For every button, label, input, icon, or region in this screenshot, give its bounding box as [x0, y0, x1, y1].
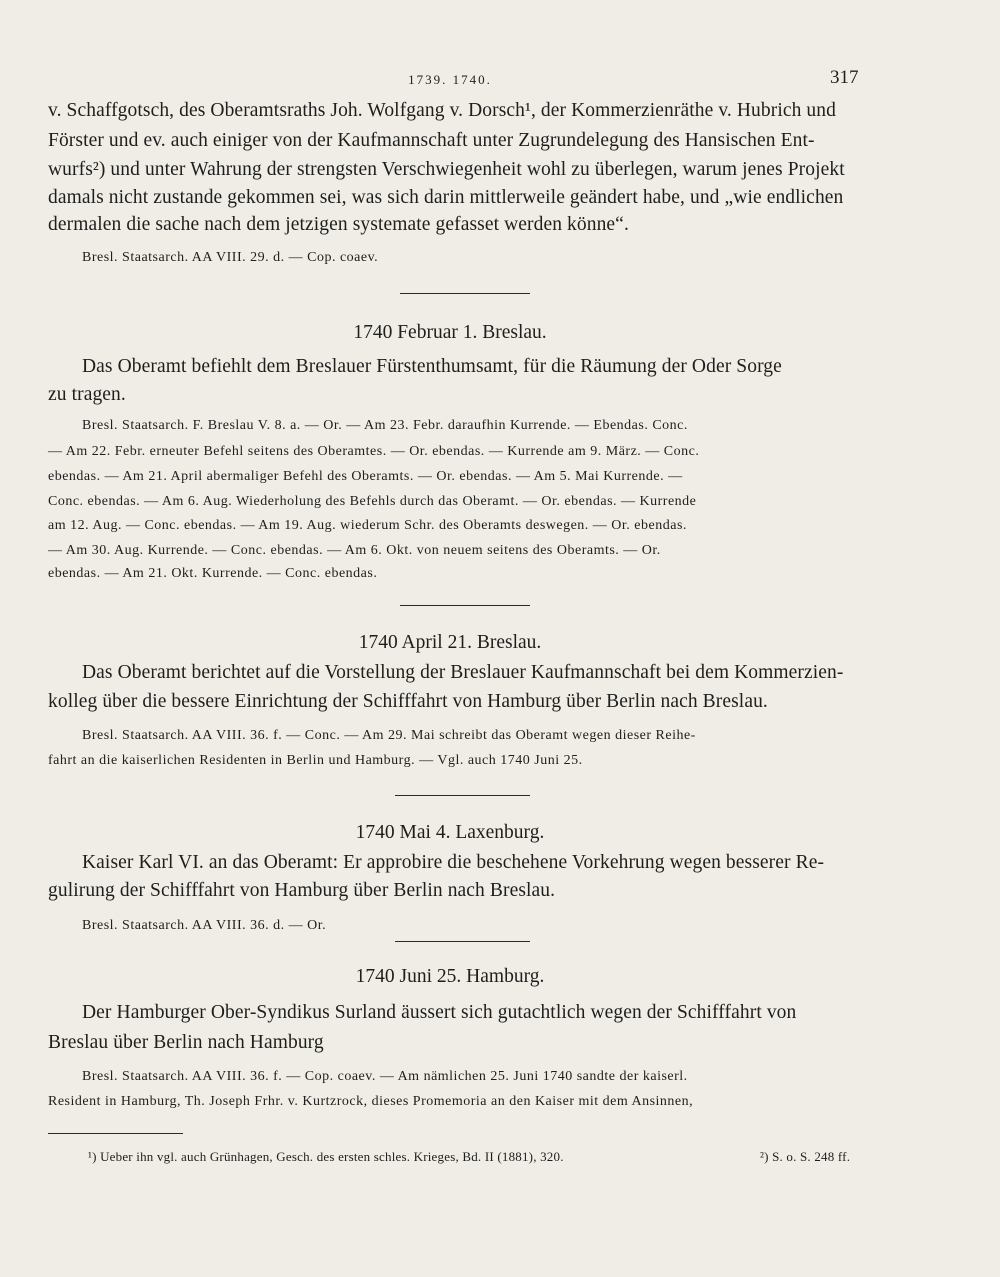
entry-source-line: Conc. ebendas. — Am 6. Aug. Wiederholung des Befehls durch das Oberamt. — Or. ebendas. — Kurrende [48, 494, 697, 509]
entry-source-line: ebendas. — Am 21. April abermaliger Befehl des Oberamts. — Or. ebendas. — Am 5. Mai Kurrende. — [48, 469, 683, 484]
entry-source-line: Bresl. Staatsarch. AA VIII. 36. f. — Cop. coaev. — Am nämlichen 25. Juni 1740 sandte der kaiserl. [82, 1069, 688, 1084]
entry-text-line: zu tragen. [48, 384, 126, 405]
entry-heading: 1740 April 21. Breslau. [358, 632, 542, 653]
entry-source-line: am 12. Aug. — Conc. ebendas. — Am 19. Aug. wiederum Schr. des Oberamts deswegen. — Or. ebendas. [48, 518, 687, 533]
running-title: 1739. 1740. [408, 72, 492, 87]
entry-heading: 1740 Mai 4. Laxenburg. [355, 822, 545, 843]
intro-line: dermalen die sache nach dem jetzigen systemate gefasset werden könne“. [48, 214, 629, 235]
entry-source-line: — Am 30. Aug. Kurrende. — Conc. ebendas. — Am 6. Okt. von neuem seitens des Oberamts. — Or. [48, 543, 661, 558]
entry-text-line: Breslau über Berlin nach Hamburg [48, 1032, 324, 1053]
intro-source: Bresl. Staatsarch. AA VIII. 29. d. — Cop. coaev. [82, 250, 379, 265]
section-divider [395, 941, 530, 942]
entry-source-line: Bresl. Staatsarch. F. Breslau V. 8. a. — Or. — Am 23. Febr. daraufhin Kurrende. — Ebendas. Conc. [82, 418, 688, 433]
footnote-1: ¹) Ueber ihn vgl. auch Grünhagen, Gesch. des ersten schles. Krieges, Bd. II (1881), 320. [88, 1149, 564, 1164]
intro-line: damals nicht zustande gekommen sei, was sich darin mittlerweile geändert habe, und „wie endlichen [48, 187, 844, 208]
entry-text-line: Der Hamburger Ober-Syndikus Surland äussert sich gutachtlich wegen der Schifffahrt von [82, 1002, 797, 1023]
section-divider [395, 795, 530, 796]
entry-heading: 1740 Februar 1. Breslau. [353, 322, 547, 343]
entry-heading: 1740 Juni 25. Hamburg. [355, 966, 545, 987]
section-divider [400, 293, 530, 294]
section-divider [400, 605, 530, 606]
footnote-2: ²) S. o. S. 248 ff. [760, 1149, 851, 1164]
entry-text-line: Das Oberamt berichtet auf die Vorstellung der Breslauer Kaufmannschaft bei dem Kommerzien- [82, 662, 844, 683]
page-number: 317 [830, 67, 859, 88]
entry-source-line: Bresl. Staatsarch. AA VIII. 36. d. — Or. [82, 918, 327, 933]
entry-source-line: — Am 22. Febr. erneuter Befehl seitens des Oberamtes. — Or. ebendas. — Kurrende am 9. März. — Conc. [48, 444, 700, 459]
entry-source-line: Resident in Hamburg, Th. Joseph Frhr. v. Kurtzrock, dieses Promemoria an den Kaiser mit dem Ansinnen, [48, 1094, 694, 1109]
entry-source-line: fahrt an die kaiserlichen Residenten in Berlin und Hamburg. — Vgl. auch 1740 Juni 25. [48, 753, 583, 768]
intro-line: wurfs²) und unter Wahrung der strengsten Verschwiegenheit wohl zu überlegen, warum jenes Projekt [48, 159, 845, 180]
entry-text-line: kolleg über die bessere Einrichtung der Schifffahrt von Hamburg über Berlin nach Breslau. [48, 691, 768, 712]
entry-text-line: gulirung der Schifffahrt von Hamburg über Berlin nach Breslau. [48, 880, 556, 901]
entry-text-line: Das Oberamt befiehlt dem Breslauer Fürstenthumsamt, für die Räumung der Oder Sorge [82, 356, 782, 377]
entry-text-line: Kaiser Karl VI. an das Oberamt: Er approbire die beschehene Vorkehrung wegen besserer Re- [82, 852, 825, 873]
entry-source-line: Bresl. Staatsarch. AA VIII. 36. f. — Conc. — Am 29. Mai schreibt das Oberamt wegen dieser Reihe- [82, 728, 696, 743]
intro-line: Förster und ev. auch einiger von der Kaufmannschaft unter Zugrundelegung des Hansischen Ent- [48, 130, 815, 151]
entry-source-line: ebendas. — Am 21. Okt. Kurrende. — Conc. ebendas. [48, 566, 378, 581]
intro-line: v. Schaffgotsch, des Oberamtsraths Joh. Wolfgang v. Dorsch¹, der Kommerzienräthe v. Hubrich und [48, 100, 836, 121]
footnote-separator [48, 1133, 183, 1134]
